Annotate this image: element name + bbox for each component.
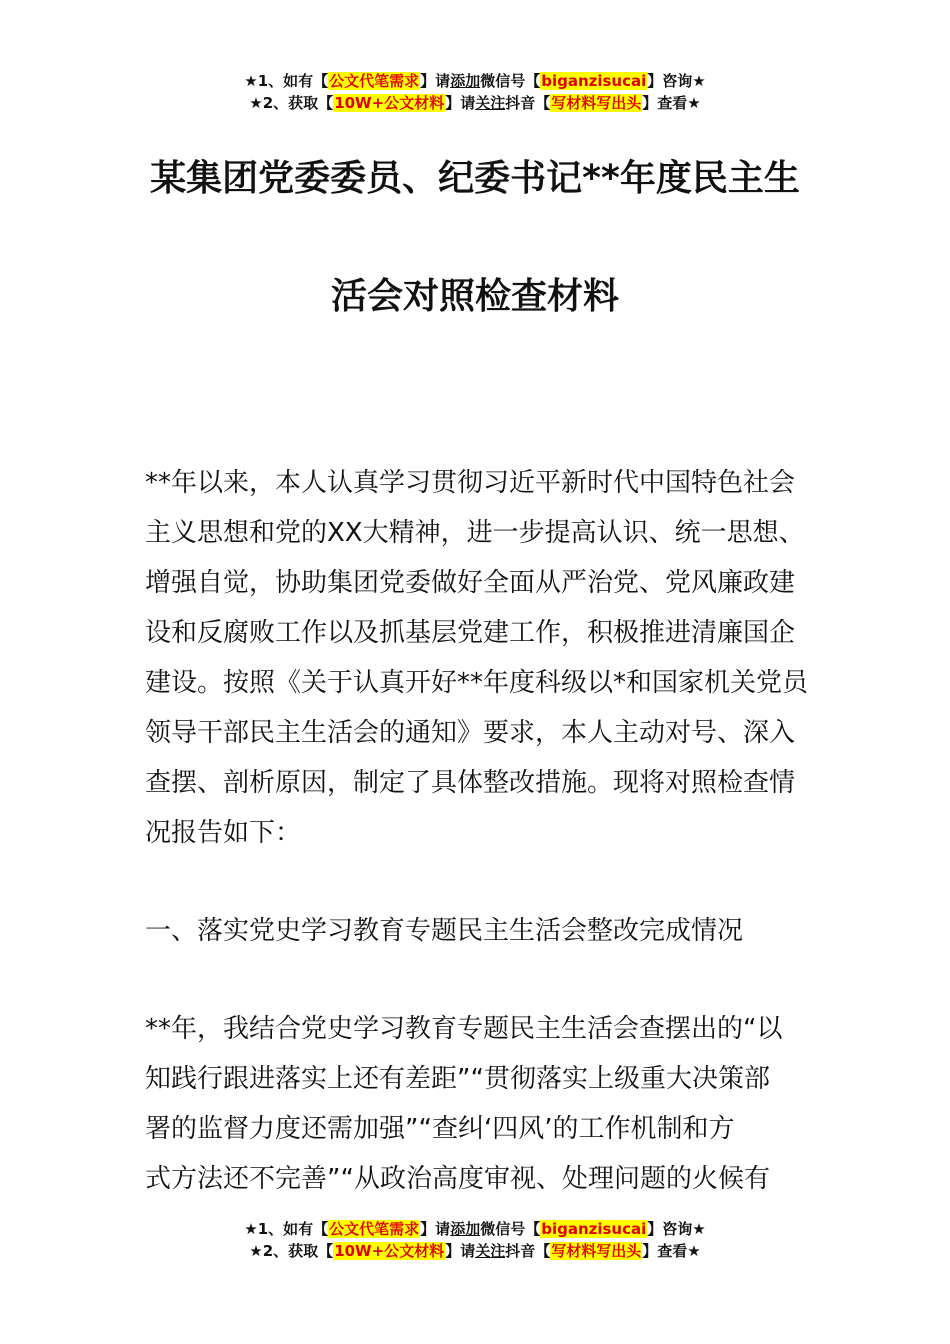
text-line: 式方法还不完善”“从政治高度审视、处理问题的火候有 <box>145 1164 770 1194</box>
text-line: **年以来，本人认真学习贯彻习近平新时代中国特色社会 <box>145 468 796 498</box>
banner-line-2 <box>0 92 950 114</box>
banner-text: 】请 <box>445 94 476 112</box>
banner-underline: 关注 <box>475 1242 506 1260</box>
banner-text: ★1、如有【 <box>244 1220 329 1238</box>
document-title-line-2: 活会对照检查材料 <box>330 276 619 317</box>
banner-text: 】请 <box>420 1220 451 1238</box>
banner-highlight: 写材料写出头 <box>551 94 642 112</box>
banner-highlight: biganzisucai <box>541 72 647 90</box>
banner-text: 抖音【 <box>505 94 551 112</box>
banner-text: 】咨询★ <box>647 1220 706 1238</box>
banner-text: ★2、获取【 <box>249 94 334 112</box>
banner-highlight: 公文代笔需求 <box>329 72 420 90</box>
paragraph-section-1 <box>145 1004 810 1204</box>
banner-highlight: 10W+公文材料 <box>334 1242 445 1260</box>
text-line: 建设。按照《关于认真开好**年度科级以*和国家机关党员 <box>145 668 809 698</box>
banner-text: 】请 <box>420 72 451 90</box>
banner-underline: 关注 <box>475 94 506 112</box>
banner-highlight: 写材料写出头 <box>551 1242 642 1260</box>
header-banner <box>0 70 950 114</box>
footer-banner <box>0 1218 950 1262</box>
banner-underline: 添加 <box>450 72 481 90</box>
text-line: 查摆、剖析原因，制定了具体整改措施。现将对照检查情 <box>145 768 796 798</box>
section-heading-1: 一、落实党史学习教育专题民主生活会整改完成情况 <box>145 916 744 946</box>
document-title-line-1: 某集团党委委员、纪委书记**年度民主生 <box>150 158 800 199</box>
banner-highlight: 公文代笔需求 <box>329 1220 420 1238</box>
banner-text: 微信号【 <box>480 72 541 90</box>
text-line: 况报告如下： <box>145 818 302 848</box>
paragraph-intro <box>145 458 810 858</box>
text-line: 领导干部民主生活会的通知》要求，本人主动对号、深入 <box>145 718 796 748</box>
banner-text: 抖音【 <box>505 1242 551 1260</box>
text-line: 主义思想和党的XX大精神，进一步提高认识、统一思想、 <box>145 518 805 548</box>
text-line: 增强自觉，协助集团党委做好全面从严治党、党风廉政建 <box>145 568 796 598</box>
banner-underline: 添加 <box>450 1220 481 1238</box>
text-line: 设和反腐败工作以及抓基层党建工作，积极推进清廉国企 <box>145 618 796 648</box>
banner-text: 】请 <box>445 1242 476 1260</box>
banner-text: 】查看★ <box>642 1242 701 1260</box>
banner-text: 】查看★ <box>642 94 701 112</box>
banner-line-1 <box>0 70 950 92</box>
banner-text: ★2、获取【 <box>249 1242 334 1260</box>
banner-highlight: 10W+公文材料 <box>334 94 445 112</box>
banner-text: 微信号【 <box>480 1220 541 1238</box>
banner-text: ★1、如有【 <box>244 72 329 90</box>
text-line: 署的监督力度还需加强”“查纠‘四风’的工作机制和方 <box>145 1114 735 1144</box>
text-line: 知践行跟进落实上还有差距”“贯彻落实上级重大决策部 <box>145 1064 770 1094</box>
text-line: **年，我结合党史学习教育专题民主生活会查摆出的“以 <box>145 1014 783 1044</box>
banner-highlight: biganzisucai <box>541 1220 647 1238</box>
banner-text: 】咨询★ <box>647 72 706 90</box>
banner-line-1 <box>0 1218 950 1240</box>
banner-line-2 <box>0 1240 950 1262</box>
